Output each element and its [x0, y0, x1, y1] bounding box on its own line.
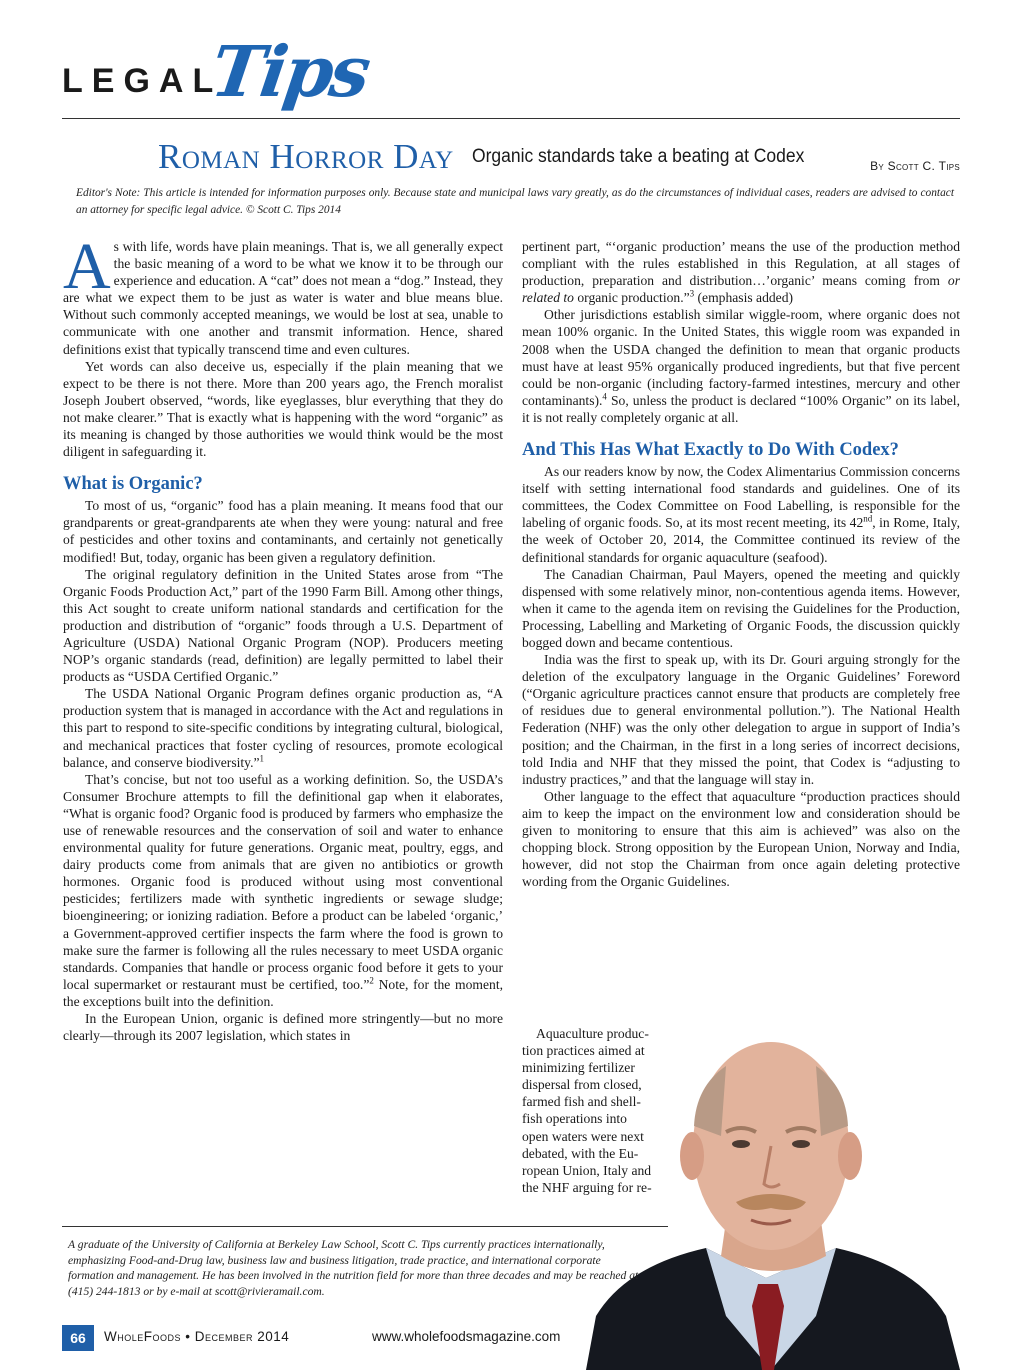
wrap-line: farmed fish and shell- [522, 1094, 641, 1110]
ordinal-suffix: nd [863, 513, 873, 524]
paragraph-text: s with life, words have plain meanings. That is, we all generally expect the basic meaning of a word to be what we know it to be through our experience and education. A “cat” does not mean a “dog.” Instead, they are what we expect them to be just as water is water and blue means blue. Without such commonly accepted meanings, we would be lost at sea, unable to communicate with one another and transmit information. Hence, shared definitions exist that typically transcend time and even cultures. [63, 239, 503, 357]
article-subhead: Organic standards take a beating at Codex [472, 146, 805, 167]
wrap-line: the NHF arguing for re- [522, 1179, 652, 1195]
wrap-line: tion practices aimed at [522, 1043, 645, 1059]
paragraph-text: Other jurisdictions establish similar wiggle-room, where organic does not mean 100% organic. In the United States, this wiggle room was expanded in 2008 when the USDA changed the definition to mean that organic products must have at least 95% organically produced ingredients, but that five percent could be non-organic (including factory-farmed intestines, mercury and other contaminants). [522, 307, 960, 408]
paragraph: Other language to the effect that aquaculture “production practices should aim to keep the impact on the environment low and consideration should be given to monitoring to ensure that this aim is achieved” was also on the chopping block. Strong opposition by the European Union, Norway and India, however, did not stop the Chairman from once again deleting protective wording from the Organic Guidelines. [522, 788, 960, 890]
paragraph-text: , in Rome, Italy, the week of October 20, 2014, the Committee continued its review of the definitional standards for organic aquaculture (seafood). [522, 515, 960, 565]
wrap-line: Aquaculture produc- [536, 1026, 649, 1041]
author-bio: A graduate of the University of California at Berkeley Law School, Scott C. Tips currently practices internationally, emphasizing Food-and-Drug law, business law and business litigation, trade practice, and international corporate formation and management. He has been involved in the nutrition field for more than three decades and may be reached at (415) 244-1813 or by e-mail at scott@rivieramail.com. [68, 1238, 639, 1298]
paragraph: India was the first to speak up, with its Dr. Gouri arguing strongly for the deletion of the exculpatory language in the Organic Guidelines’ Foreword (“Organic agriculture practices cannot ensure that products are completely free of residues due to general environmental pollution.”). The National Health Federation (NHF) was the only other delegation to argue in support of India’s position; and the Chairman, in the first in a long series of incorrect decisions, told India and NHF that they missed the point, that Codex is “adjusting to industry practices,” and that the language will stay in. [522, 652, 960, 787]
section-label: LEGAL [62, 62, 223, 100]
paragraph [63, 771, 503, 1010]
bio-rule [62, 1226, 668, 1227]
paragraph [522, 463, 960, 566]
header-rule [62, 118, 960, 119]
paragraph-text: Note, for the moment, the exceptions built into the definition. [63, 976, 503, 1009]
footnote-ref: 1 [259, 753, 265, 764]
section-heading: What is Organic? [63, 474, 203, 495]
wrap-line: fish operations into [522, 1111, 627, 1127]
drop-cap: A [63, 230, 111, 303]
left-column [63, 230, 503, 1044]
wrap-line: minimizing fertilizer [522, 1060, 635, 1076]
paragraph [522, 238, 960, 306]
paragraph-text: So, unless the product is declared “100% Organic” on its label, it is not really completely organic at all. [522, 392, 960, 425]
paragraph: The Canadian Chairman, Paul Mayers, opened the meeting and quickly dispensed with some relatively minor, non-contentious agenda items. However, when it came to the agenda item on revising the Guidelines for the Production, Processing, Labelling and Marketing of Organic Foods, the discussion quickly bogged down and became contentious. [522, 566, 960, 650]
section-script-label: Tips [206, 30, 373, 113]
wrap-line: dispersal from closed, [522, 1077, 642, 1093]
footnote-ref: 3 [689, 288, 695, 299]
paragraph [63, 230, 503, 358]
paragraph-text: (emphasis added) [694, 290, 794, 306]
page-number: 66 [62, 1325, 94, 1351]
emphasis-text: or related to [522, 273, 960, 306]
paragraph [63, 685, 503, 770]
editor-note: Editor's Note: This article is intended for information purposes only. Because state and municipal laws vary greatly, as do the circumstances of individual cases, readers are advised to contact an attorney for specific legal advice. © Scott C. Tips 2014 [76, 187, 954, 216]
section-heading: And This Has What Exactly to Do With Codex? [522, 440, 899, 461]
paragraph-text: pertinent part, “‘organic production’ means the use of the production method compliant with the rules established in this Regulation, at all stages of production, preparation and distribution…’organic’ means coming from [522, 239, 960, 289]
wrap-line: debated, with the Eu- [522, 1145, 639, 1161]
paragraph [522, 306, 960, 426]
publication-info: WholeFoods • December 2014 [104, 1329, 290, 1344]
paragraph-text: The USDA National Organic Program defines organic production as, “A production system that is managed in accordance with the Act and regulations in this part to respond to site-specific conditions by integrating cultural, biological, and mechanical practices that foster cycling of resources, promote ecological balance, and conserve biodiversity.” [63, 686, 503, 770]
paragraph: To most of us, “organic” food has a plain meaning. It means food that our grandparents or great-grandparents ate when they were young: natural and free of pesticides and other toxins and contaminants, and certainly not genetically modified! But, today, organic has been given a regulatory definition. [63, 498, 503, 565]
wrap-line: ropean Union, Italy and [522, 1162, 652, 1178]
paragraph-text: That’s concise, but not too useful as a working definition. So, the USDA’s Consumer Brochure attempts to fill the definitional gap when it elaborates, “What is organic food? Organic food is produced by farmers who emphasize the use of renewable resources and the conservation of soil and water to enhance environmental quality for future generations. Organic meat, poultry, eggs, and dairy products come from animals that are given no antibiotics or growth hormones. Organic food is produced without using most conventional pesticides; fertilizers made with synthetic ingredients or sewage sludge; bioengineering; or ionizing radiation. Before a product can be labeled ‘organic,’ a Government-approved certifier inspects the farm where the food is grown to make sure the farmer is following all the rules necessary to meet USDA organic standards. Companies that handle or process organic food before it gets to your local supermarket or restaurant must be certified, too.” [63, 771, 503, 992]
footnote-ref: 4 [602, 391, 607, 402]
paragraph-text: organic production.” [573, 290, 690, 306]
paragraph: The original regulatory definition in the United States arose from “The Organic Foods Production Act,” part of the 1990 Farm Bill. Among other things, this Act sought to create uniform national standards and certification for the production and distribution of “organic” foods through a U.S. Department of Agriculture (USDA) National Organic Program (NOP). Producers meeting NOP’s organic standards (read, definition) are legally permitted to label their products as “USDA Certified Organic.” [63, 566, 503, 685]
paragraph-text: As our readers know by now, the Codex Alimentarius Commission concerns itself with setting international food standards and guidelines. One of its committees, the Codex Committee on Food Labelling, is responsible for the labeling of organic foods. So, at its most recent meeting, its 42 [522, 464, 960, 531]
byline: By Scott C. Tips [870, 159, 960, 173]
paragraph: In the European Union, organic is defined more stringently—but no more clearly—through its 2007 legislation, which states in [63, 1011, 503, 1044]
wrap-line: open waters were next [522, 1128, 644, 1144]
article-headline: Roman Horror Day [158, 137, 454, 176]
right-column [522, 238, 960, 890]
footnote-ref: 2 [369, 975, 374, 986]
website-link[interactable]: www.wholefoodsmagazine.com [372, 1329, 561, 1344]
paragraph: Yet words can also deceive us, especially if the plain meaning that we expect to be there is not there. More than 200 years ago, the French moralist Joseph Joubert observed, “words, like eyeglasses, blur everything that they do not make clearer.” That is exactly what is happening with the word “organic” as its meaning is changed by those authorities we would think would be the most diligent in safeguarding it. [63, 358, 503, 460]
author-photo [586, 1016, 960, 1370]
